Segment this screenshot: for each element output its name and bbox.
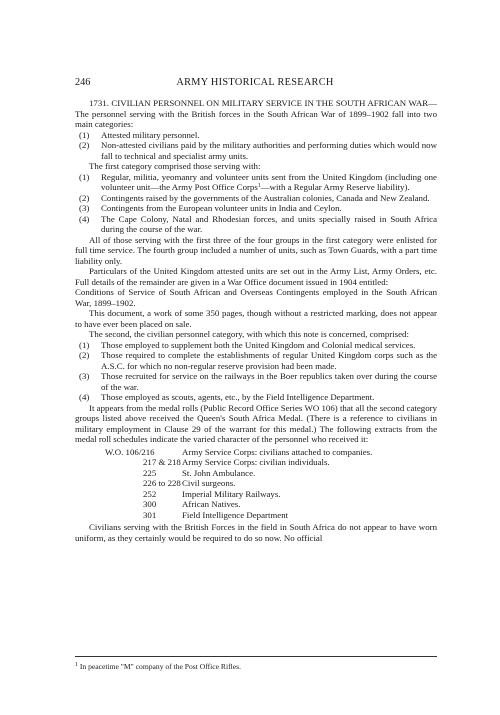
main-categories-list <box>75 130 437 162</box>
item-text: Non-attested civilians paid by the military authorities and performing duties which would now fall to technical and specialist army units. <box>101 140 437 161</box>
item-text: Contingents raised by the governments of the Australian colonies, Canada and New Zealand. <box>101 192 430 203</box>
schedule-ref: 226 to 228 <box>143 478 181 488</box>
item-label: (1) <box>79 129 90 140</box>
list-item <box>75 214 437 235</box>
groups-paragraph: All of those serving with the first three of the four groups in the first category were enlisted for full time service. The fourth group included a number of units, such as Town Guards, with a part time liability only. <box>75 234 437 266</box>
item-label: (3) <box>79 203 90 213</box>
item-text: Those employed to supplement both the United Kingdom and Colonial medical services. <box>101 339 416 350</box>
item-text: Those required to complete the establishments of regular United Kingdom corps such as the A.S.C. for which no non-regular reserve provision had been made. <box>101 350 437 371</box>
first-category-list <box>75 172 437 235</box>
item-text: Attested military personnel. <box>101 129 200 140</box>
item-label: (3) <box>79 371 90 381</box>
schedule-ref: 300 <box>143 499 157 509</box>
second-category-list <box>75 340 437 403</box>
item-label: (2) <box>79 140 90 150</box>
item-label: (2) <box>79 192 90 203</box>
item-text: Those employed as scouts, agents, etc., by the Field Intelligence Department. <box>101 392 375 402</box>
medal-rolls-paragraph: It appears from the medal rolls (Public Record Office Series WO 106) that all the second category groups listed above received the Queen's South Africa Medal. (There is a reference to civilians in military employment in Clause 29 of the warrant for this medal.) The following extracts from the medal roll schedules indicate the varied character of the personnel who received it: <box>75 402 437 444</box>
schedule-desc: Army Service Corps: civilian individuals. <box>182 457 330 467</box>
first-category-lead: The first category comprised those serving with: <box>89 161 261 171</box>
running-header <box>75 76 435 90</box>
footnote-marker: 1 <box>257 183 261 189</box>
schedule-ref: 217 & 218 <box>143 457 181 467</box>
second-category-lead: The second, the civilian personnel category, with which this note is concerned, comprised: <box>89 329 409 339</box>
schedule-row <box>105 468 437 479</box>
schedule-desc: Civil surgeons. <box>182 478 236 488</box>
item-text-continued: —with a Regular Army Reserve liability). <box>260 182 410 192</box>
particulars-paragraph: Particulars of the United Kingdom attested units are set out in the Army List, Army Orders, etc. Full details of the remainder are given in a War Office document issued in 1904 entitled: <box>75 266 437 287</box>
document-title: Conditions of Service of South African and Overseas Contingents employed in the South African War, 1899–1902. <box>75 287 437 308</box>
list-item <box>75 392 437 403</box>
article-body <box>75 98 437 543</box>
schedule-desc: Imperial Military Railways. <box>182 488 281 499</box>
item-text: The Cape Colony, Natal and Rhodesian forces, and units specially raised in South Africa during the course of the war. <box>101 213 437 234</box>
footnote <box>75 662 437 672</box>
footnote-divider <box>75 656 437 657</box>
page-number: 246 <box>75 77 91 88</box>
item-text: Regular, militia, yeomanry and volunteer units sent from the United Kingdom (including one volunteer unit—the Army Post Office Corps <box>101 171 437 192</box>
document-paragraph: This document, a work of some 350 pages, though without a restricted marking, does not appear to have ever been placed on sale. <box>75 308 437 329</box>
list-item <box>75 130 437 141</box>
list-item <box>75 140 437 161</box>
list-item <box>75 203 437 214</box>
schedule-ref: 301 <box>143 509 157 520</box>
item-label: (1) <box>79 171 90 182</box>
medal-roll-schedule <box>105 447 437 521</box>
closing-paragraph: Civilians serving with the British Forces in the field in South Africa do not appear to have worn uniform, as they certainly would be required to do so now. No official <box>75 522 437 543</box>
schedule-desc: African Natives. <box>182 499 241 509</box>
footnote-marker: 1 <box>75 662 78 668</box>
item-label: (4) <box>79 213 90 224</box>
journal-title: ARMY HISTORICAL RESEARCH <box>176 77 334 88</box>
list-item <box>75 193 437 204</box>
list-item <box>75 340 437 351</box>
schedule-desc: Field Intelligence Department <box>182 509 289 520</box>
list-item <box>75 350 437 371</box>
schedule-desc: Army Service Corps: civilians attached to companies. <box>182 446 373 457</box>
schedule-row <box>105 499 437 510</box>
item-text: Those recruited for service on the railways in the Boer republics taken over during the course of the war. <box>101 371 437 392</box>
schedule-row <box>105 478 437 489</box>
schedule-ref: 252 <box>143 488 157 499</box>
schedule-row <box>105 447 437 458</box>
list-item <box>75 172 437 193</box>
schedule-ref: 225 <box>143 467 157 478</box>
item-label: (4) <box>79 392 90 402</box>
footnote-text: In peacetime "M" company of the Post Office Rifles. <box>79 662 241 671</box>
item-label: (1) <box>79 339 90 350</box>
intro-paragraph: 1731. CIVILIAN PERSONNEL ON MILITARY SERVICE IN THE SOUTH AFRICAN WAR—The personnel serving with the British forces in the South African War of 1899–1902 fall into two main categories: <box>75 98 437 129</box>
schedule-ref: W.O. 106/216 <box>105 446 155 457</box>
schedule-row <box>105 489 437 500</box>
item-text: Contingents from the European volunteer units in India and Ceylon. <box>101 203 342 213</box>
item-label: (2) <box>79 350 90 360</box>
schedule-row <box>105 457 437 468</box>
schedule-row <box>105 510 437 521</box>
schedule-desc: St. John Ambulance. <box>182 467 256 478</box>
list-item <box>75 371 437 392</box>
